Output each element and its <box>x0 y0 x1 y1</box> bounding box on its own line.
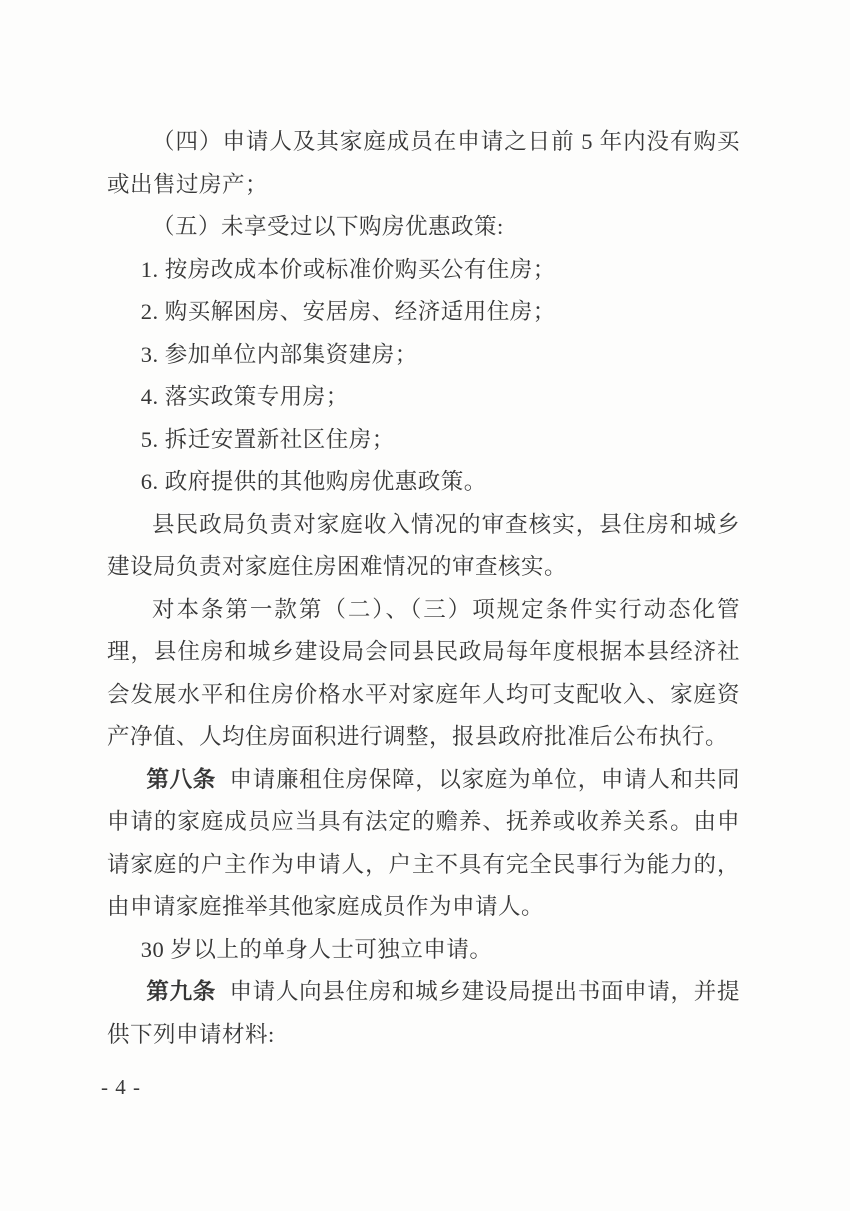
article-8-text: 申请廉租住房保障，以家庭为单位，申请人和共同申请的家庭成员应当具有法定的赡养、抚养或收养关系。由申请家庭的户主作为申请人，户主不具有完全民事行为能力的，由申请家庭推举其他家庭成员作为申请人。 <box>107 766 740 919</box>
page-number: - 4 - <box>101 1075 141 1099</box>
paragraph-review-verification: 县民政局负责对家庭收入情况的审查核实，县住房和城乡建设局负责对家庭住房困难情况的审查核实。 <box>107 511 740 579</box>
list-item-2: 2. 购买解困房、安居房、经济适用住房； <box>140 299 556 324</box>
paragraph-article-8 <box>107 759 740 929</box>
article-9-text: 申请人向县住房和城乡建设局提出书面申请，并提供下列申请材料: <box>107 979 740 1047</box>
paragraph-item-4: （四）申请人及其家庭成员在申请之日前 5 年内没有购买或出售过房产； <box>107 129 740 197</box>
list-item-5: 5. 拆迁安置新社区住房； <box>140 426 395 452</box>
article-8-number: 第八条 <box>146 766 217 792</box>
document-body <box>107 121 740 1056</box>
paragraph-dynamic-management: 对本条第一款第（二）、（三）项规定条件实行动态化管理，县住房和城乡建设局会同县民政局每年度根据本县经济社会发展水平和住房价格水平对家庭年人均可支配收入、家庭资产净值、人均住房面积进行调整，报县政府批准后公布执行。 <box>107 596 740 749</box>
paragraph-single-over-30: 30 岁以上的单身人士可独立申请。 <box>140 936 493 962</box>
article-9-number: 第九条 <box>146 979 217 1004</box>
list-item-3: 3. 参加单位内部集资建房； <box>140 341 418 367</box>
list-item-1: 1. 按房改成本价或标准价购买公有住房； <box>140 256 556 282</box>
paragraph-article-9 <box>107 971 740 1056</box>
list-item-6: 6. 政府提供的其他购房优惠政策。 <box>140 469 487 494</box>
list-item-4: 4. 落实政策专用房； <box>140 384 349 409</box>
paragraph-item-5: （五）未享受过以下购房优惠政策: <box>152 214 504 239</box>
